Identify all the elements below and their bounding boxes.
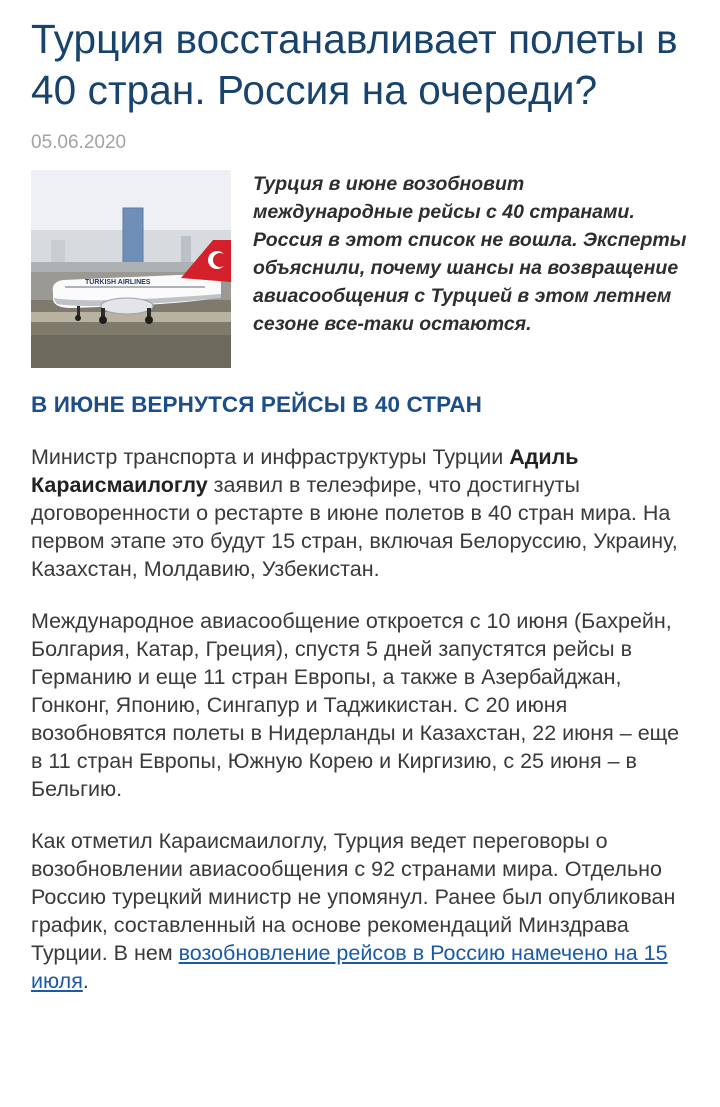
paragraph-1-text-end: заявил в телеэфире, что достигнуты договоренности о рестарте в июне полетов в 40 стран мира. На первом этапе это будут 15 стран, включая Белоруссию, Украину, Казахстан, Молдавию, Узбекистан. <box>31 473 678 581</box>
airplane-illustration <box>31 170 231 368</box>
paragraph-3-text-start: Как отметил Караисмаилоглу, Турция ведет переговоры о возобновлении авиасообщения с 92 странами мира. Отдельно Россию турецкий министр не упомянул. Ранее был опубликован график, составленный на основе рекомендаций Минздрава Турции. В нем <box>31 829 676 965</box>
paragraph-3 <box>31 827 688 995</box>
article-lead: Турция в июне возобновит международные рейсы с 40 странами. Россия в этот список не вошла. Эксперты объяснили, почему шансы на возвращение авиасообщения с Турцией в этом летнем сезоне все-таки остаются. <box>253 173 687 335</box>
section-heading: В ИЮНЕ ВЕРНУТСЯ РЕЙСЫ В 40 СТРАН <box>31 392 482 417</box>
article-date: 05.06.2020 <box>31 132 127 153</box>
paragraph-1 <box>31 443 688 583</box>
airplane-photo[interactable] <box>31 170 231 368</box>
article-title: Турция восстанавливает полеты в 40 стран. Россия на очереди? <box>31 16 678 113</box>
paragraph-3-text-end: . <box>82 969 89 993</box>
schedule-link[interactable]: возобновление рейсов в Россию намечено на 15 июля <box>31 941 668 993</box>
minister-name: Адиль Караисмаилоглу <box>31 445 579 497</box>
paragraph-2: Международное авиасообщение откроется с 10 июня (Бахрейн, Болгария, Катар, Греция), спустя 5 дней запустятся рейсы в Германию и еще 11 стран Европы, а также в Азербайджан, Гонконг, Японию, Сингапур и Таджикистан. С 20 июня возобновятся полеты в Нидерланды и Казахстан, 22 июня – еще в 11 стран Европы, Южную Корею и Киргизию, с 25 июня – в Бельгию. <box>31 609 680 801</box>
airline-livery-text: TURKISH AIRLINES <box>85 279 151 286</box>
lead-block <box>31 170 688 368</box>
paragraph-1-text-start: Министр транспорта и инфраструктуры Турции <box>31 445 510 469</box>
